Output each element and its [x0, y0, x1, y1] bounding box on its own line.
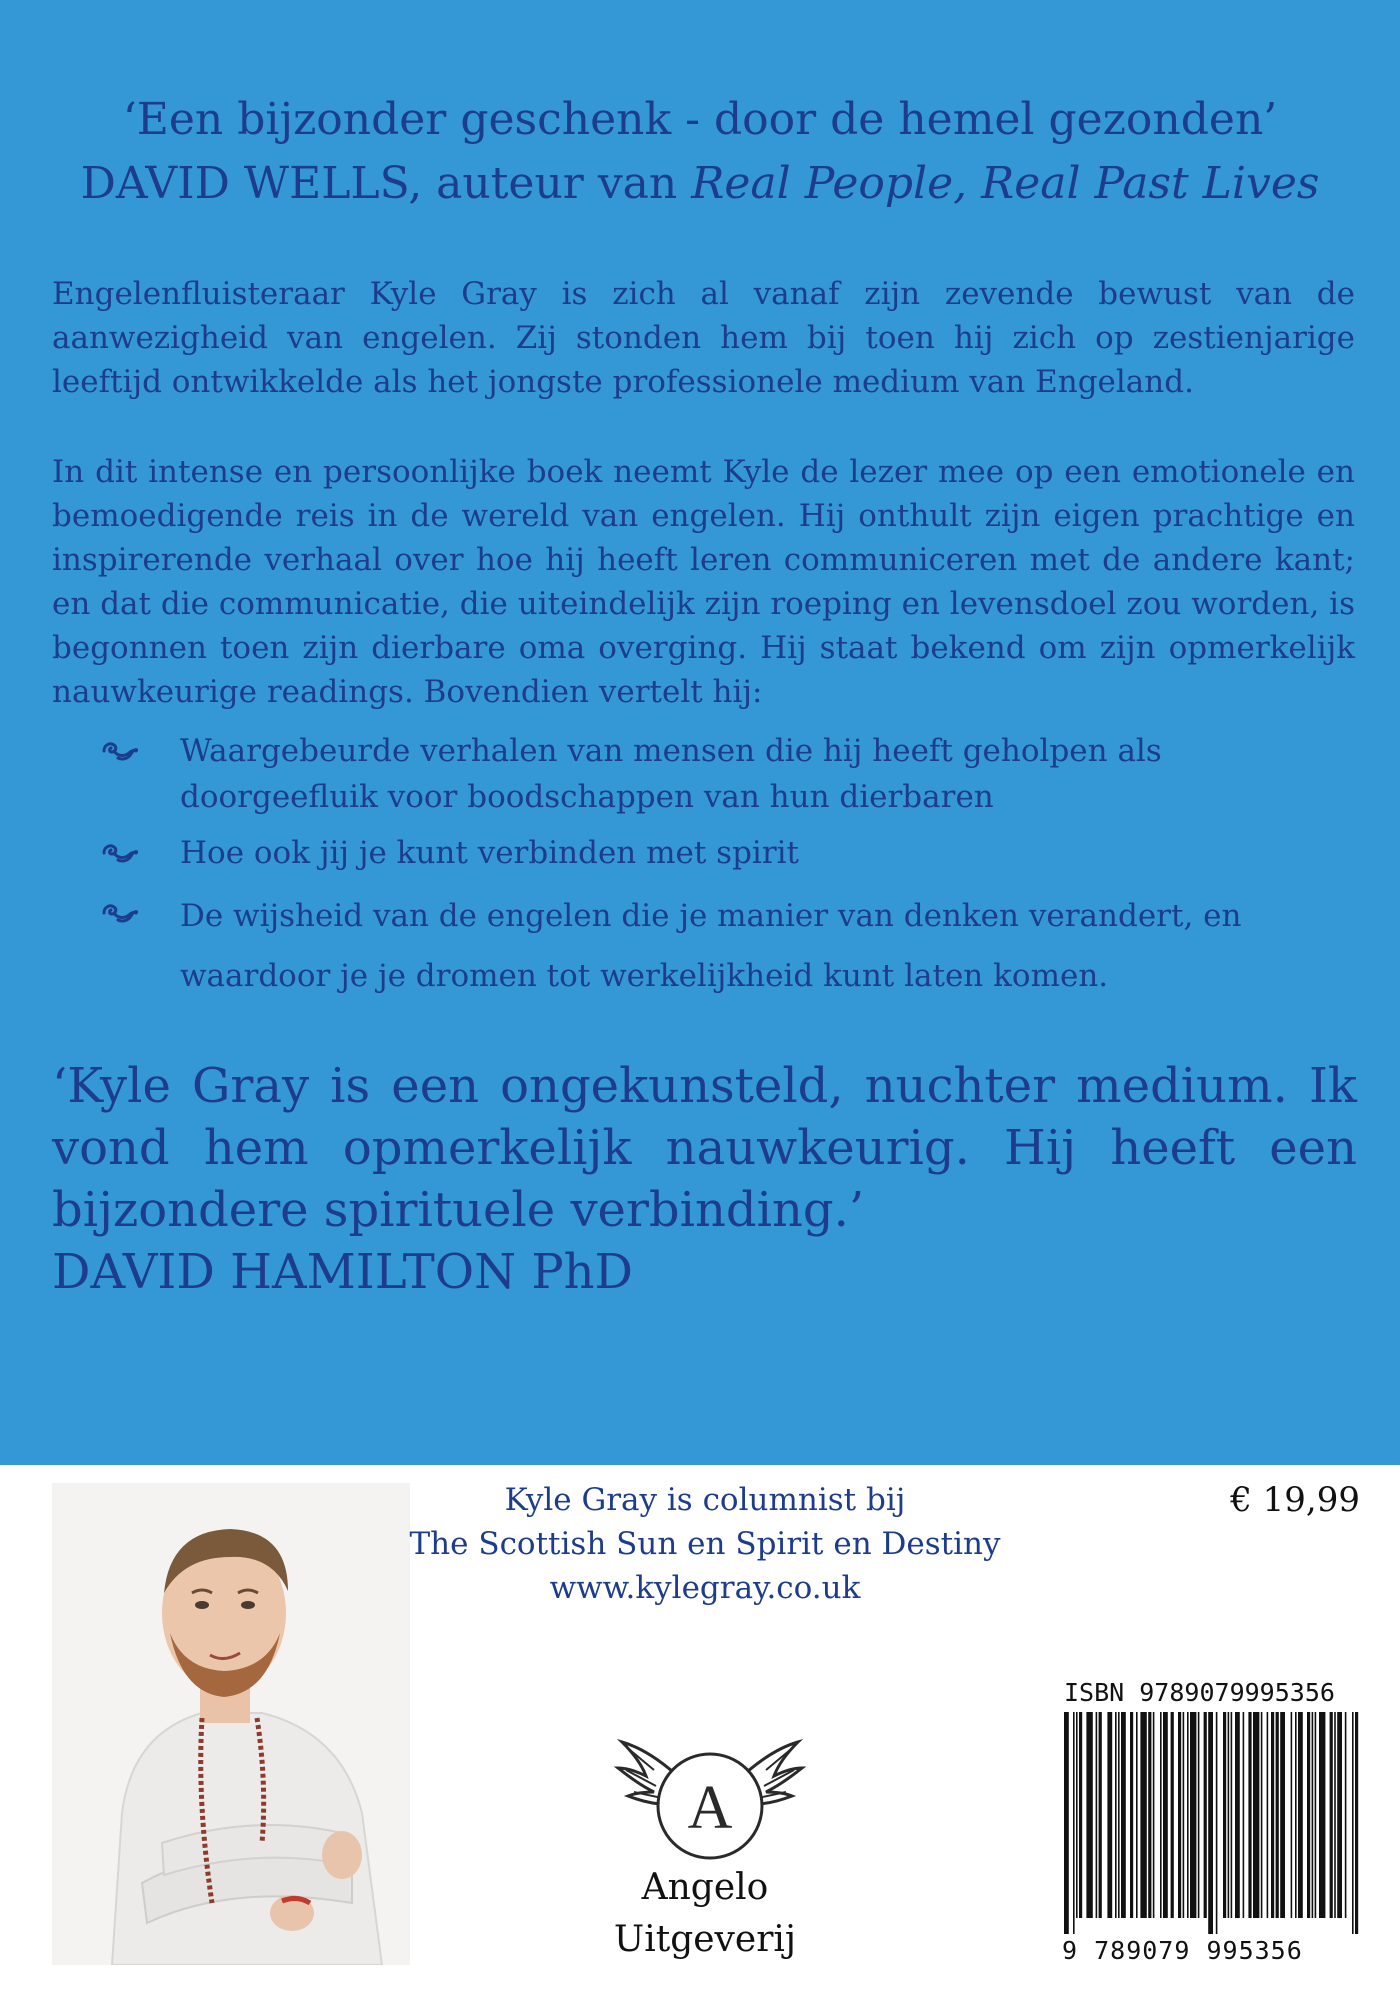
author-portrait-image: [52, 1483, 410, 1965]
ornament-bullet-icon: [100, 900, 138, 926]
bullet-text: De wijsheid van de engelen die je manier van denken verandert, en waardoor je je dromen tot werkelijkheid kunt laten komen.: [180, 898, 1242, 994]
barcode-bar: [1271, 1712, 1274, 1918]
bullet-list: [100, 728, 1360, 1016]
barcode-bar: [1291, 1712, 1293, 1918]
ornament-bullet-icon: [100, 738, 138, 764]
barcode-bar: [1337, 1712, 1342, 1918]
barcode-bar: [1248, 1712, 1251, 1918]
endorsement-top-author: DAVID WELLS, auteur van: [80, 158, 692, 209]
barcode-bar: [1280, 1712, 1285, 1918]
barcode-bar: [1243, 1712, 1245, 1918]
barcode-bar: [1231, 1712, 1233, 1918]
logo-letter: A: [687, 1774, 733, 1842]
barcode-bar: [1073, 1712, 1075, 1934]
barcode-bar: [1183, 1712, 1185, 1918]
endorsement-bottom-quote: ‘Kyle Gray is een ongekunsteld, nuchter medium. Ik vond hem opmerkelijk nauwkeurig. Hij heeft een bijzondere spirituele verbinding.’: [52, 1058, 1357, 1238]
barcode-bar: [1295, 1712, 1297, 1918]
barcode-bar: [1140, 1712, 1146, 1918]
barcode: [1062, 1712, 1360, 1934]
barcode-bar: [1086, 1712, 1092, 1918]
isbn-digits: 9 789079 995356: [1062, 1936, 1303, 1965]
barcode-bar: [1076, 1712, 1078, 1918]
barcode-bar: [1115, 1712, 1117, 1918]
bullet-item: [100, 830, 1360, 876]
endorsement-bottom: [52, 1055, 1357, 1303]
publisher-name: [560, 1862, 850, 1966]
author-website: www.kylegray.co.uk: [549, 1570, 861, 1606]
blurb-paragraph-1: Engelenfluisteraar Kyle Gray is zich al vanaf zijn zevende bewust van de aanwezigheid van engelen. Zij stonden hem bij toen hij zich op zestienjarige leeftijd ontwikkelde als het jongste professionele medium van Engeland.: [52, 276, 1355, 400]
barcode-bar: [1187, 1712, 1189, 1918]
isbn-label: ISBN 9789079995356: [1064, 1678, 1335, 1707]
barcode-bar: [1208, 1712, 1213, 1934]
barcode-bar: [1121, 1712, 1126, 1918]
barcode-bar: [1307, 1712, 1310, 1918]
barcode-bar: [1163, 1712, 1168, 1918]
barcode-bar: [1178, 1712, 1181, 1918]
barcode-bar: [1298, 1712, 1303, 1918]
author-info-line-1: Kyle Gray is columnist bij: [504, 1482, 906, 1518]
endorsement-top: [0, 88, 1400, 216]
endorsement-bottom-author: DAVID HAMILTON PhD: [52, 1244, 634, 1300]
barcode-bar: [1352, 1712, 1354, 1934]
bullet-item: [100, 886, 1360, 1006]
barcode-bar: [1204, 1712, 1207, 1918]
publisher-name-line-1: Angelo: [641, 1867, 769, 1908]
bullet-item: [100, 728, 1360, 820]
author-info-line-2: The Scottish Sun en Spirit en Destiny: [409, 1526, 1001, 1562]
barcode-bar: [1130, 1712, 1133, 1918]
barcode-bar: [1345, 1712, 1347, 1918]
barcode-bar: [1319, 1712, 1325, 1918]
barcode-bar: [1160, 1712, 1162, 1918]
barcode-bar: [1228, 1712, 1230, 1918]
author-photo: [52, 1483, 410, 1965]
author-info: [405, 1478, 1005, 1610]
barcode-bar: [1190, 1712, 1196, 1918]
barcode-bar: [1136, 1712, 1138, 1918]
barcode-bar: [1312, 1712, 1314, 1918]
barcode-bar: [1064, 1712, 1069, 1934]
ornament-bullet-icon: [100, 840, 138, 866]
barcode-bar: [1198, 1712, 1200, 1918]
barcode-bar: [1315, 1712, 1317, 1918]
publisher-logo-icon: [610, 1710, 810, 1870]
barcode-bar: [1334, 1712, 1336, 1918]
price-label: € 19,99: [1230, 1480, 1360, 1520]
bullet-text: Hoe ook jij je kunt verbinden met spirit: [180, 835, 800, 871]
barcode-bar: [1253, 1712, 1259, 1918]
barcode-bar: [1153, 1712, 1155, 1918]
publisher-name-line-2: Uitgeverij: [613, 1919, 797, 1960]
barcode-bar: [1079, 1712, 1082, 1918]
barcode-bar: [1096, 1712, 1098, 1918]
barcode-bar: [1107, 1712, 1112, 1918]
barcode-bar: [1216, 1712, 1218, 1934]
barcode-bar: [1355, 1712, 1358, 1934]
barcode-bar: [1330, 1712, 1333, 1918]
barcode-bar: [1118, 1712, 1120, 1918]
barcode-bar: [1148, 1712, 1151, 1918]
barcode-bar: [1099, 1712, 1102, 1918]
barcode-bar: [1235, 1712, 1240, 1918]
barcode-bar: [1261, 1712, 1263, 1918]
blurb-paragraph-2: In dit intense en persoonlijke boek neemt Kyle de lezer mee op een emotionele en bemoedigende reis in de wereld van engelen. Hij onthult zijn eigen prachtige en inspirerende verhaal over hoe hij heeft leren communiceren met de andere kant; en dat die communicatie, die uiteindelijk zijn roeping en levensdoel zou worden, is begonnen toen zijn dierbare oma overging. Hij staat bekend om zijn opmerkelijk nauwkeurige readings. Bovendien vertelt hij:: [52, 454, 1355, 710]
endorsement-top-book-title: Real People, Real Past Lives: [691, 158, 1320, 209]
barcode-bar: [1223, 1712, 1226, 1918]
endorsement-top-attribution: [0, 152, 1400, 216]
barcode-bar: [1276, 1712, 1279, 1918]
barcode-bar: [1267, 1712, 1269, 1918]
endorsement-top-quote: ‘Een bijzonder geschenk - door de hemel gezonden’: [122, 94, 1278, 145]
bullet-text: Waargebeurde verhalen van mensen die hij heeft geholpen als doorgeefluik voor boodschappen van hun dierbaren: [180, 733, 1162, 815]
barcode-bar: [1171, 1712, 1174, 1918]
